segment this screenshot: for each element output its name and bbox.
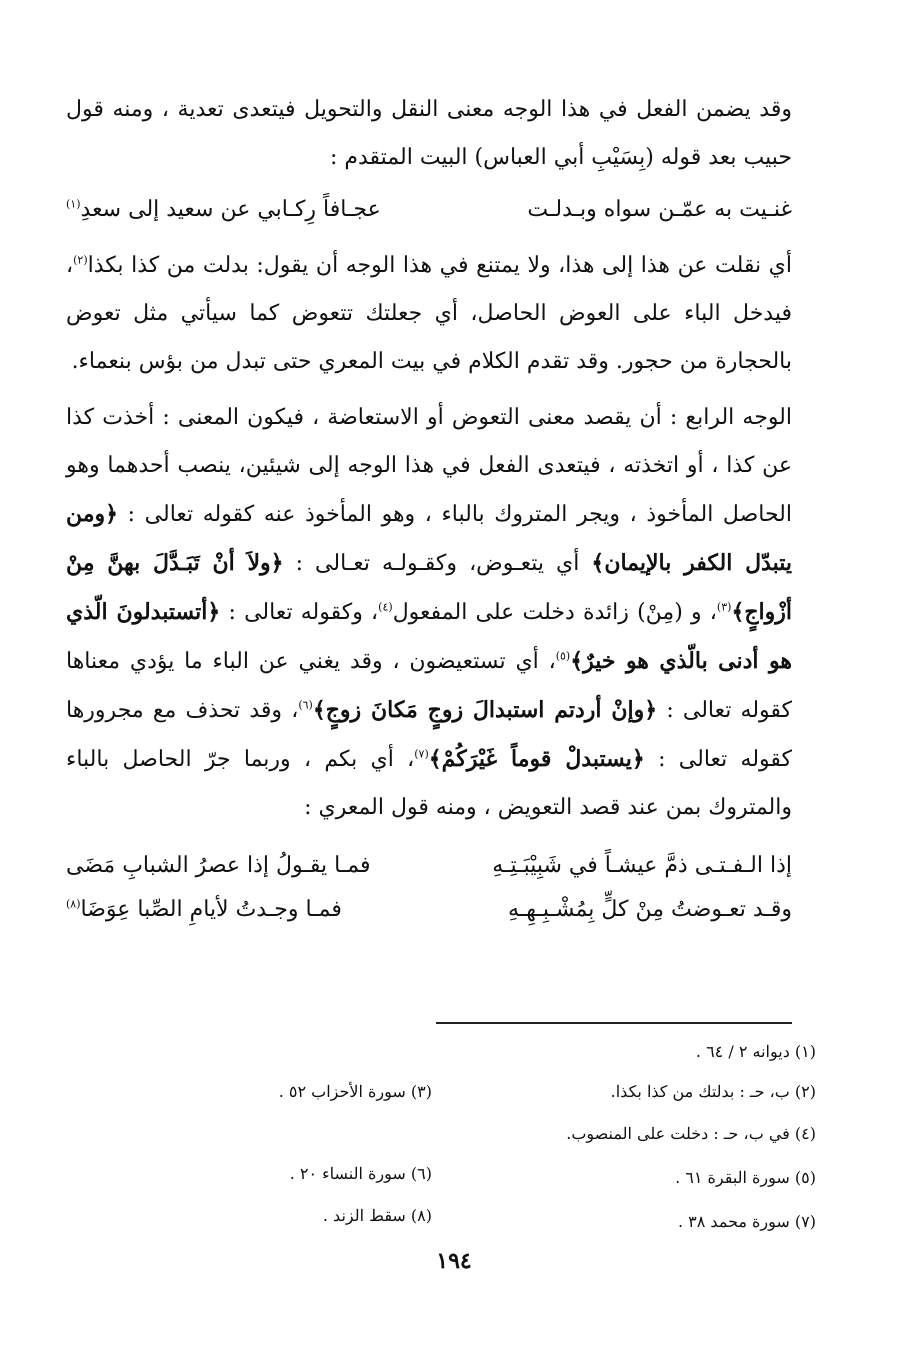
footnote-ref-6: (٦) (298, 698, 313, 712)
quran-quote-5: ﴿يستبدلْ قوماً غَيْرَكُمْ﴾ (428, 746, 645, 772)
verse-2 (66, 844, 792, 932)
verse-2-line-2-first: وقـد تعـوضتُ مِنْ كلٍّ بِمُشْـبِـهِـهِ (508, 897, 792, 922)
quran-quote-4: ﴿وإنْ أردتم استبدالَ زوجٍ مَكانَ زوجٍ﴾ (312, 697, 658, 723)
footnote-4: (٤) في ب، حـ : دخلت على المنصوب. (566, 1124, 816, 1143)
footnote-1: (١) ديوانه ٢ / ٦٤ . (695, 1042, 816, 1061)
footnote-6: (٦) سورة النساء ٢٠ . (289, 1164, 432, 1183)
paragraph-1: وقد يضمن الفعل في هذا الوجه معنى النقل والتحويل فيتعدى تعدية ، ومنه قول حبيب بعد قوله (بِسَيْبِ أبي العباس) البيت المتقدم : (66, 97, 792, 170)
footnote-ref-1: (١) (66, 197, 81, 211)
footnote-ref-2: (٢) (73, 253, 88, 267)
footnote-ref-7: (٧) (414, 747, 429, 761)
quran-quote-3: ﴿أتستبدلونَ الّذي هو أدنى بالّذي هو خيرٌ﴾ (66, 599, 792, 674)
quran-quote-2: ﴿ولاَ أنْ تَبَـدَّلَ بهنَّ مِنْ أزْواجٍ﴾ (66, 550, 793, 625)
footnote-ref-5: (٥) (555, 649, 571, 663)
footnote-ref-3: (٣) (716, 600, 732, 614)
main-text (66, 86, 792, 932)
verse-2-line-1 (66, 844, 792, 888)
footnote-3: (٣) سورة الأحزاب ٥٢ . (278, 1082, 432, 1101)
footnote-ref-8: (٨) (66, 897, 81, 911)
footnote-2: (٢) ب، حـ : بدلتك من كذا بكذا. (610, 1082, 816, 1101)
verse-2-line-2-second: فمـا وجـدتُ لأيامِ الصِّبا عِوَضَا$^{(٨)}$ (66, 897, 342, 922)
verse-2-line-2 (66, 888, 792, 932)
paragraph-2: أي نقلت عن هذا إلى هذا، ولا يمتنع في هذا الوجه أن يقول: بدلت من كذا بكذا$^{(٢)}$، فيدخل الباء على العوض الحاصل، أي جعلتك تتعوض كما سيأتي مثل تعوض بالحجارة من حجور. وقد تقدم الكلام في بيت المعري حتى تبدل من بؤس بنعماء. (66, 253, 792, 374)
paragraph-3: الوجه الرابع : أن يقصد معنى التعوض أو الاستعاضة ، فيكون المعنى : أخذت كذا عن كذا ، أو اتخذته ، فيتعدى الفعل في هذا الوجه إلى شيئين، ينصب أحدهما وهو الحاصل المأخوذ ، ويجر المتروك بالباء ، وهو المأخوذ عنه كقوله تعالى : ﴿ومن يتبدّل الكفر بالإيمان﴾ أي يتعـوض، وكقـولـه تعـالى : ﴿ولاَ أنْ تَبَـدَّلَ بهنَّ مِنْ أزْواجٍ﴾$^{(٣)}$، و (مِنْ) زائدة دخلت على المفعول$^{(٤)}$، وكقوله تعالى : ﴿أتستبدلونَ الّذي هو أدنى بالّذي هو خيرٌ﴾$^{(٥)}$، أي تستعيضون ، وقد يغني عن الباء ما يؤدي معناها كقوله تعالى : ﴿وإنْ أردتم استبدالَ زوجٍ مَكانَ زوجٍ﴾$^{(٦)}$، وقد تحذف مع مجرورها كقوله تعالى : ﴿يستبدلْ قوماً غَيْرَكُمْ﴾$^{(٧)}$، أي بكم ، وربما جرّ الحاصل بالباء والمتروك بمن عند قصد التعويض ، ومنه قول المعري : (66, 405, 793, 820)
verse-2-line-1-first: إذا الـفـتـى ذمَّ عيشـاً في شَبِيْبَـتِـهِ (492, 853, 792, 878)
verse-1-second-hemistich: عجـافاً رِكـابي عن سعيد إلى سعدِ$^{(١)}$ (66, 197, 381, 222)
verse-2-line-1-second: فمـا يقـولُ إذا عصرُ الشبابِ مَضَى (66, 853, 371, 878)
footnote-7: (٧) سورة محمد ٣٨ . (677, 1212, 816, 1231)
footnote-divider (436, 1022, 792, 1024)
footnote-8: (٨) سقط الزند . (322, 1206, 432, 1225)
quran-quote-1: ﴿ومن يتبدّل الكفر بالإيمان﴾ (66, 501, 793, 576)
footnote-ref-4: (٤) (378, 600, 393, 614)
footnote-5: (٥) سورة البقرة ٦١ . (675, 1168, 816, 1187)
verse-1 (66, 188, 792, 232)
page-number: ١٩٤ (436, 1248, 472, 1274)
verse-1-first-hemistich: غنـيت به عمّـن سواه وبـدلـت (527, 197, 792, 222)
